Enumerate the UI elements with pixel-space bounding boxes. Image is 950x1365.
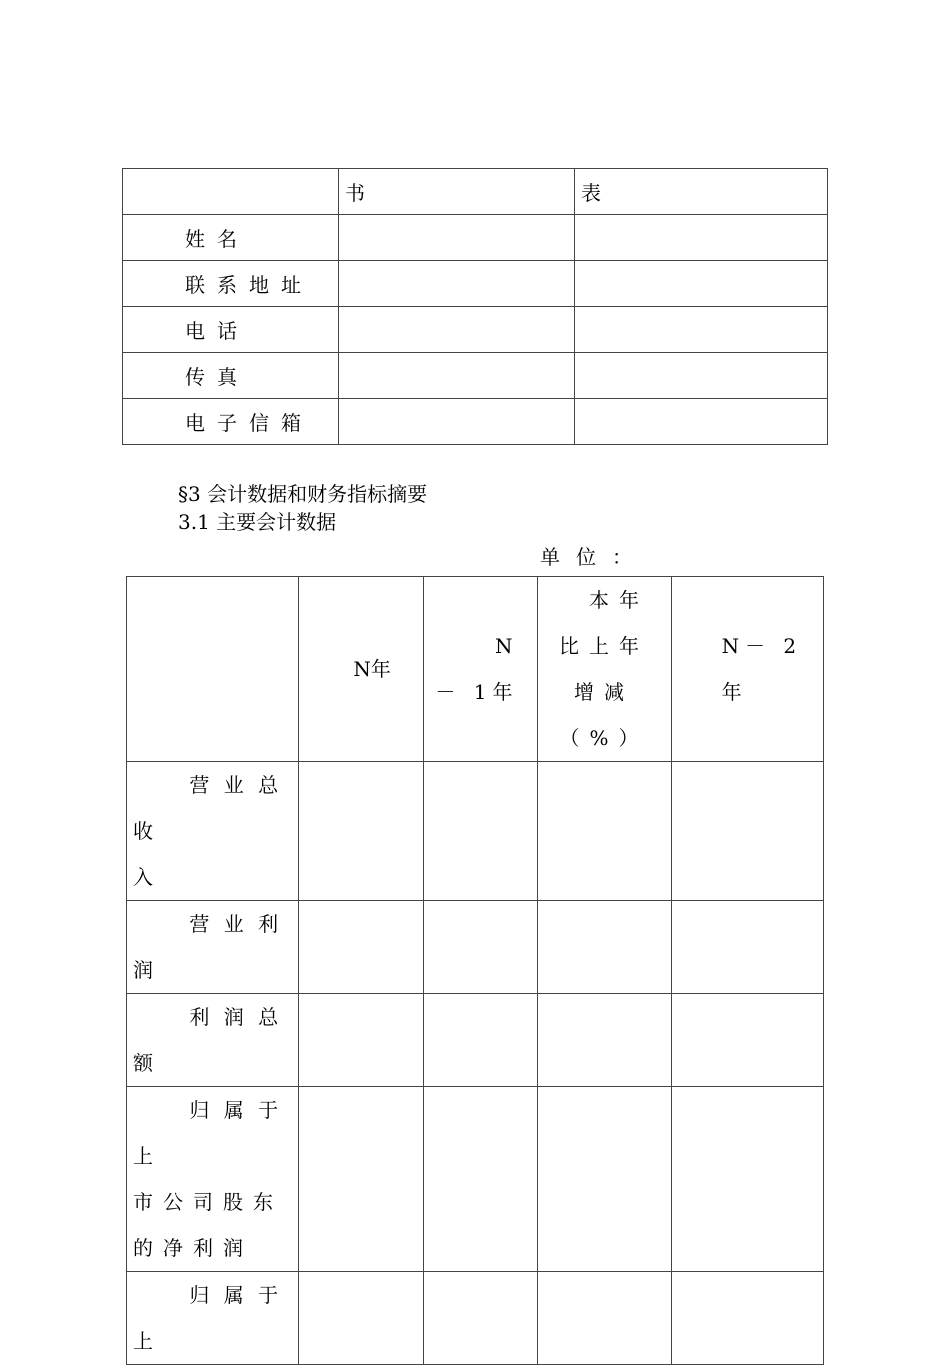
row-label-net-profit-attributable — [127, 1087, 299, 1272]
value-cell — [424, 1087, 537, 1272]
accounting-row — [127, 1087, 824, 1272]
header-n-year-text: N年 — [353, 657, 391, 681]
value-cell — [299, 1272, 424, 1365]
row-label-text: 营业利润 — [133, 912, 289, 982]
unit-label: 单位： — [540, 545, 648, 569]
contact-table — [122, 168, 828, 445]
value-cell — [299, 762, 424, 901]
header-n-minus-1 — [424, 577, 537, 762]
contact-header-rep: 表 — [575, 169, 828, 215]
row-label-text: 归属于上 — [133, 1098, 289, 1168]
row-label-line — [133, 1225, 288, 1271]
row-label-line — [133, 901, 288, 993]
contact-cell — [339, 307, 575, 353]
contact-header-blank — [123, 169, 339, 215]
contact-label-address: 联系地址 — [123, 261, 339, 307]
row-label-line — [133, 854, 288, 900]
accounting-header-row — [127, 577, 824, 762]
row-label-total-profit — [127, 994, 299, 1087]
value-cell — [424, 762, 537, 901]
header-n-minus-2 — [671, 577, 823, 762]
section-heading: §3 会计数据和财务指标摘要 — [178, 482, 428, 506]
header-n-year — [299, 577, 424, 762]
contact-cell — [339, 261, 575, 307]
value-cell — [299, 901, 424, 994]
accounting-row — [127, 994, 824, 1087]
row-label-text: 营业总收 — [133, 773, 289, 843]
row-label-total-revenue — [127, 762, 299, 901]
header-line: 增减 — [574, 680, 635, 704]
accounting-row — [127, 901, 824, 994]
value-cell — [671, 994, 823, 1087]
value-cell — [671, 762, 823, 901]
header-line: 比上年 — [559, 634, 650, 658]
value-cell — [671, 1087, 823, 1272]
contact-row — [123, 215, 828, 261]
header-line: （%） — [559, 726, 649, 750]
row-label-line — [133, 1087, 288, 1179]
row-label-text: 市公司股东 — [133, 1190, 283, 1214]
contact-cell — [575, 215, 828, 261]
value-cell — [671, 1272, 823, 1365]
contact-cell — [339, 215, 575, 261]
contact-cell — [575, 399, 828, 445]
accounting-data-table — [126, 576, 824, 1365]
contact-cell — [575, 353, 828, 399]
row-label-line — [133, 762, 288, 854]
contact-header-row — [123, 169, 828, 215]
contact-label-phone: 电话 — [123, 307, 339, 353]
value-cell — [537, 762, 671, 901]
header-line: － 1年 — [435, 680, 519, 704]
contact-row — [123, 261, 828, 307]
row-label-line — [133, 994, 288, 1086]
row-label-operating-profit — [127, 901, 299, 994]
row-label-line — [133, 1179, 288, 1225]
header-change-pct — [537, 577, 671, 762]
contact-cell — [339, 353, 575, 399]
subsection-heading: 3.1 主要会计数据 — [178, 510, 337, 534]
value-cell — [424, 994, 537, 1087]
row-label-text: 入 — [133, 865, 163, 889]
value-cell — [671, 901, 823, 994]
contact-cell — [575, 307, 828, 353]
value-cell — [299, 994, 424, 1087]
value-cell — [424, 1272, 537, 1365]
value-cell — [537, 901, 671, 994]
contact-cell — [575, 261, 828, 307]
contact-label-fax: 传真 — [123, 353, 339, 399]
header-line: 本年 — [589, 588, 650, 612]
contact-row — [123, 307, 828, 353]
row-label-text: 利润总额 — [133, 1005, 289, 1075]
header-line: N — [495, 634, 519, 658]
row-label-text: 的净利润 — [133, 1236, 253, 1260]
value-cell — [299, 1087, 424, 1272]
contact-row — [123, 399, 828, 445]
value-cell — [424, 901, 537, 994]
contact-header-secretary: 书 — [339, 169, 575, 215]
contact-row — [123, 353, 828, 399]
value-cell — [537, 994, 671, 1087]
accounting-header-blank — [127, 577, 299, 762]
value-cell — [537, 1272, 671, 1365]
accounting-row — [127, 1272, 824, 1365]
accounting-row — [127, 762, 824, 901]
row-label-line — [133, 1272, 288, 1364]
contact-label-name: 姓名 — [123, 215, 339, 261]
row-label-attributable-partial — [127, 1272, 299, 1365]
row-label-text: 归属于上 — [133, 1283, 289, 1353]
header-line: N－ 2 — [721, 634, 803, 658]
contact-cell — [339, 399, 575, 445]
value-cell — [537, 1087, 671, 1272]
contact-label-email: 电子信箱 — [123, 399, 339, 445]
header-line: 年 — [721, 680, 748, 704]
